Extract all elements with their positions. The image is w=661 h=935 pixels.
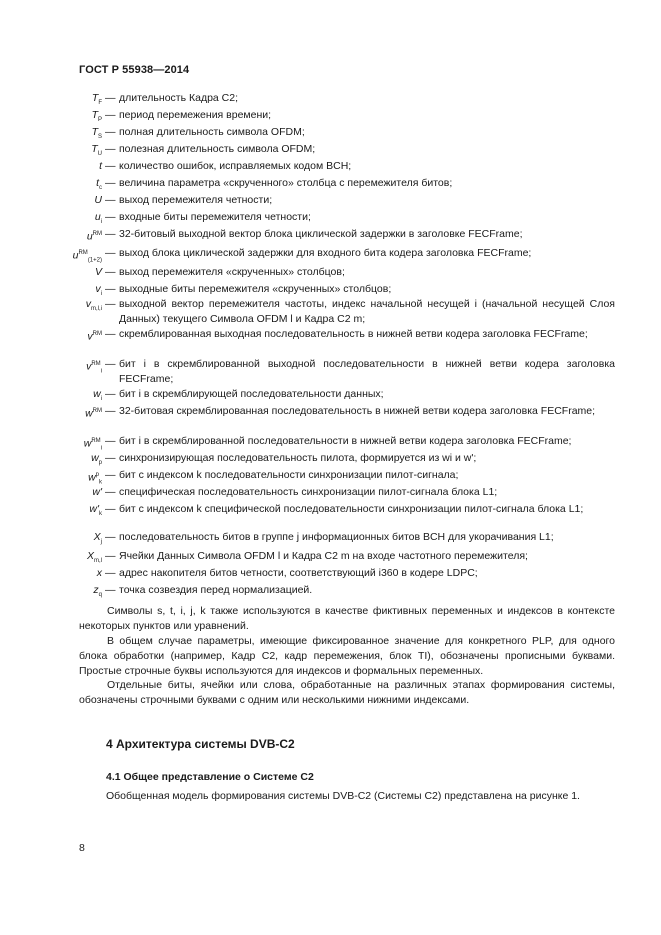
- definition-text: выходные биты перемежителя «скрученных» столбцов;: [119, 283, 392, 295]
- definition-dash: —: [105, 503, 116, 515]
- definition-dash: —: [105, 328, 116, 340]
- definition-dash: —: [105, 177, 116, 189]
- definition-symbol: $w^p_k$: [88, 471, 102, 486]
- definition-text: количество ошибок, исправляемых кодом BCH;: [119, 160, 352, 172]
- definition-symbol: $z_q$: [93, 584, 102, 599]
- definition-symbol: $w^{RM}$: [85, 407, 102, 420]
- definition-text: Ячейки Данных Символа OFDM l и Кадра С2 m на входе частотного перемежителя;: [119, 550, 528, 562]
- definition-dash: —: [105, 283, 116, 295]
- definition-symbol: $X_j$: [93, 531, 102, 546]
- definition-dash: —: [105, 160, 116, 172]
- definition-text: адрес накопителя битов четности, соответствующий i360 в кодере LDPC;: [119, 567, 478, 579]
- definition-dash: —: [105, 228, 116, 240]
- definition-symbol: $w_p$: [91, 452, 102, 467]
- definition-text: выход блока циклической задержки для входного бита кодера заголовка FECFrame;: [119, 247, 532, 259]
- definition-dash: —: [105, 567, 116, 579]
- definition-symbol: $t_c$: [96, 177, 102, 192]
- definition-dash: —: [105, 405, 116, 417]
- definition-dash: —: [105, 126, 116, 138]
- definition-dash: —: [105, 452, 116, 464]
- definition-text: точка созвездия перед нормализацией.: [119, 584, 313, 596]
- definition-text: последовательность битов в группе j информационных битов BCH для укорачивания L1;: [119, 531, 554, 543]
- definition-symbol: $X_{m,l}$: [86, 550, 102, 565]
- subsection-heading: 4.1 Общее представление о Системе С2: [106, 771, 314, 783]
- definition-text: 32-битовый выходной вектор блока циклической задержки в заголовке FECFrame;: [119, 228, 523, 240]
- definition-text: выходной вектор перемежителя частоты, индекс начальной несущей i (начальной несущей Слоя Данных) текущего Символа OFDM l и Кадра С2 m;: [119, 298, 615, 325]
- definition-dash: —: [105, 298, 116, 310]
- definition-symbol: $u_i$: [94, 211, 102, 226]
- definition-dash: —: [105, 358, 116, 370]
- definition-dash: —: [105, 550, 116, 562]
- definition-symbol: x: [96, 567, 102, 579]
- definition-symbol: $u^{RM}_{(1+2)}$: [72, 249, 102, 264]
- definition-dash: —: [105, 531, 116, 543]
- definition-text: 32-битовая скремблированная последовательность в нижней ветви кодера заголовка FECFrame;: [119, 405, 596, 417]
- definition-text: специфическая последовательность синхронизации пилот-сигнала блока L1;: [119, 486, 498, 498]
- definition-symbol: $w_i$: [93, 388, 102, 403]
- definition-dash: —: [105, 109, 116, 121]
- definition-text: бит i в скремблированной выходной последовательности в нижней ветви кодера заголовка FECFrame;: [119, 358, 615, 385]
- body-paragraph: Отдельные биты, ячейки или слова, обработанные на различных этапах формирования системы, обозначены строчными буквами с одним или несколькими нижними индексами.: [79, 679, 615, 706]
- definition-dash: —: [105, 486, 116, 498]
- definition-symbol: $v^{RM}$: [87, 330, 102, 343]
- definition-text: бит с индексом k специфической последовательности синхронизации пилот-сигнала блока L1;: [119, 503, 584, 515]
- definition-text: выход перемежителя четности;: [119, 194, 273, 206]
- definition-symbol: $v_i$: [95, 283, 102, 298]
- definition-text: бит i в скремблированной последовательности в нижней ветви кодера заголовка FECFrame;: [119, 435, 572, 447]
- definition-dash: —: [105, 435, 116, 447]
- definition-symbol: $w^{RM}_i$: [83, 437, 102, 452]
- definition-text: выход перемежителя «скрученных» столбцов;: [119, 266, 345, 278]
- definition-symbol: $u^{RM}$: [86, 230, 102, 243]
- definition-dash: —: [105, 247, 116, 259]
- definition-symbol: t: [99, 160, 102, 172]
- definition-dash: —: [105, 266, 116, 278]
- definition-dash: —: [105, 584, 116, 596]
- definition-text: полезная длительность символа OFDM;: [119, 143, 316, 155]
- page-number: 8: [79, 842, 85, 854]
- definition-symbol: $T_P$: [91, 109, 102, 124]
- definition-text: период перемежения времени;: [119, 109, 272, 121]
- definition-symbol: V: [94, 266, 102, 278]
- section-heading: 4 Архитектура системы DVB-C2: [106, 737, 295, 751]
- body-paragraph: Символы s, t, i, j, k также используются в качестве фиктивных переменных и индексов в контексте некоторых пунктов или уравнений.: [79, 605, 615, 632]
- definition-symbol: $T_F$: [91, 92, 102, 107]
- definition-dash: —: [105, 388, 116, 400]
- definition-text: бит с индексом k последовательности синхронизации пилот-сигнала;: [119, 469, 459, 481]
- definition-text: длительность Кадра С2;: [119, 92, 239, 104]
- definition-text: скремблированная выходная последовательность в нижней ветви кодера заголовка FECFrame;: [119, 328, 588, 340]
- definition-text: входные биты перемежителя четности;: [119, 211, 311, 223]
- definition-symbol: $v^{RM}_i$: [86, 360, 102, 375]
- definition-text: величина параметра «скрученного» столбца с перемежителя битов;: [119, 177, 453, 189]
- subsection-text: Обобщенная модель формирования системы DVB-C2 (Системы С2) представлена на рисунке 1.: [106, 790, 580, 802]
- definition-dash: —: [105, 469, 116, 481]
- definition-text: полная длительность символа OFDM;: [119, 126, 305, 138]
- definition-dash: —: [105, 194, 116, 206]
- definition-symbol: $T_U$: [91, 143, 102, 158]
- definition-dash: —: [105, 92, 116, 104]
- definition-symbol: U: [94, 194, 102, 206]
- definition-text: синхронизирующая последовательность пилота, формируется из wi и w';: [119, 452, 477, 464]
- definition-symbol: w': [92, 486, 102, 498]
- definition-symbol: $T_S$: [91, 126, 102, 141]
- definition-symbol: $w'_k$: [89, 503, 102, 518]
- definition-symbol: $v_{m,l,i}$: [85, 298, 102, 313]
- definition-dash: —: [105, 211, 116, 223]
- body-paragraph: В общем случае параметры, имеющие фиксированное значение для конкретного PLP, для одного блока обработки (например, Кадр С2, кадр перемежения, блок TI), обозначены прописными буквами. Простые строчные буквы используются для индексов и формальных переменных.: [79, 635, 615, 677]
- document-header: ГОСТ Р 55938—2014: [79, 64, 190, 76]
- definition-dash: —: [105, 143, 116, 155]
- definition-text: бит i в скремблирующей последовательности данных;: [119, 388, 384, 400]
